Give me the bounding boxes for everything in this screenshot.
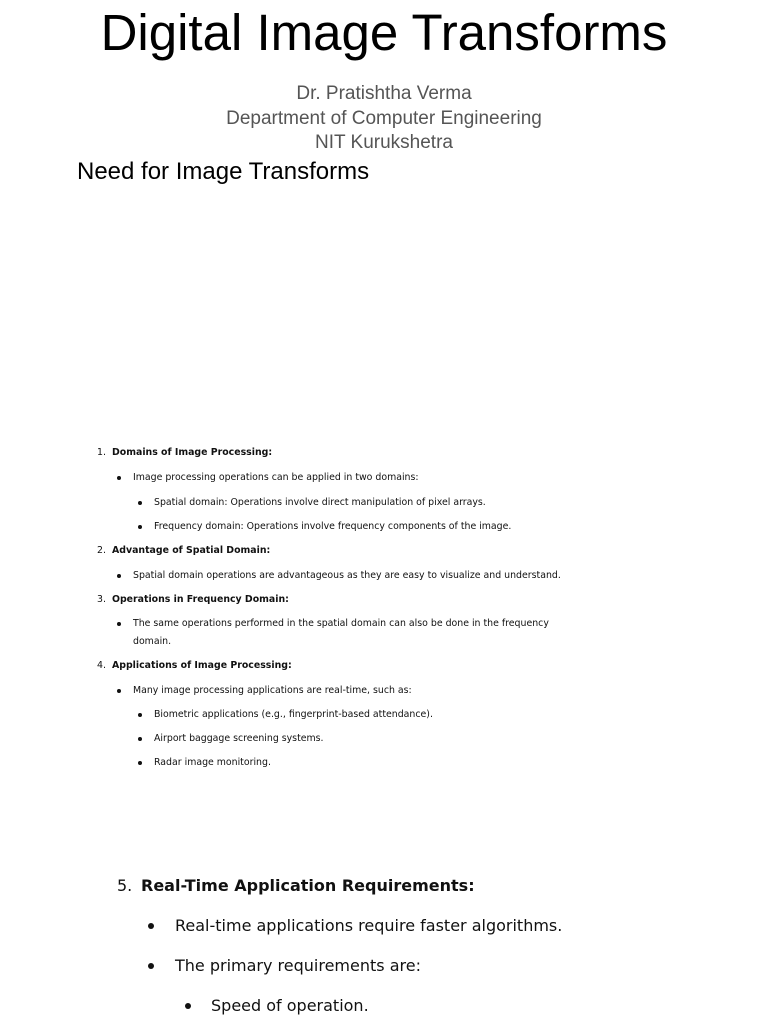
note-heading: Domains of Image Processing: — [112, 447, 273, 458]
bullet-icon — [117, 574, 121, 578]
note-number: 2. — [97, 545, 106, 556]
note-point-text: Spatial domain operations are advantageous as they are easy to visualize and understand. — [133, 570, 561, 581]
note-heading: Operations in Frequency Domain: — [112, 594, 289, 605]
note-heading: Advantage of Spatial Domain: — [112, 545, 271, 556]
bullet-icon — [148, 923, 154, 929]
bullet-icon — [117, 622, 121, 626]
bullet-icon — [138, 501, 142, 505]
bullet-icon — [117, 476, 121, 480]
note-heading: Applications of Image Processing: — [112, 660, 292, 671]
bullet-icon — [138, 737, 142, 741]
note-number: 1. — [97, 447, 106, 458]
note-heading: Real-Time Application Requirements: — [141, 876, 475, 895]
note-number: 5. — [117, 876, 133, 895]
note-number: 3. — [97, 594, 106, 605]
author-name: Dr. Pratishtha Verma — [296, 83, 472, 104]
bullet-icon — [117, 689, 121, 693]
bullet-icon — [185, 1003, 191, 1009]
note-point-text: Spatial domain: Operations involve direct manipulation of pixel arrays. — [154, 497, 486, 508]
slide-title: Digital Image Transforms — [100, 4, 668, 61]
section-heading: Need for Image Transforms — [77, 158, 370, 185]
bullet-icon — [148, 963, 154, 969]
bullet-icon — [138, 761, 142, 765]
note-point-text: Speed of operation. — [211, 996, 369, 1015]
note-point-text: Radar image monitoring. — [154, 757, 271, 768]
note-number: 4. — [97, 660, 106, 671]
bullet-icon — [138, 713, 142, 717]
author-block — [0, 82, 768, 156]
note-point-text: Airport baggage screening systems. — [154, 733, 324, 744]
note-point-text: Biometric applications (e.g., fingerprint-based attendance). — [154, 709, 433, 720]
note-point-text: Many image processing applications are real-time, such as: — [133, 685, 412, 696]
institute-name: NIT Kurukshetra — [315, 132, 453, 153]
note-point-text: The same operations performed in the spatial domain can also be done in the frequency — [133, 618, 549, 629]
note-point-text: Real-time applications require faster algorithms. — [175, 916, 563, 935]
note-point-text: domain. — [133, 636, 172, 647]
department-name: Department of Computer Engineering — [226, 107, 542, 129]
note-point-text: Image processing operations can be applied in two domains: — [133, 472, 419, 483]
note-point-text: The primary requirements are: — [175, 956, 421, 975]
bullet-icon — [138, 525, 142, 529]
note-point-text: Frequency domain: Operations involve frequency components of the image. — [154, 521, 512, 532]
